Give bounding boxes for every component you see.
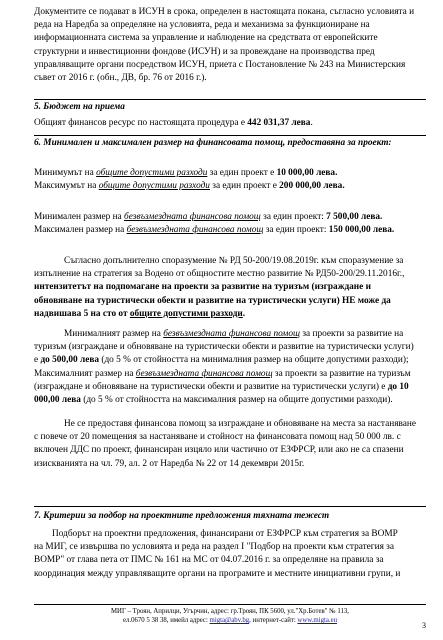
budget-text: Общият финансов ресурс по настоящата процедура е: [34, 118, 248, 128]
tourism-max-amount-cont: 000,00 лева: [34, 395, 81, 406]
min-costs-amount: 10 000,00 лева.: [276, 168, 338, 178]
tourism-min-post: за проекти за развитие на: [300, 329, 404, 339]
footer-email-link[interactable]: migta@abv.bg: [209, 617, 250, 624]
intro-line: Документите се подават в ИСУН в срока, определен в настоящата покана, съгласно условията и: [34, 7, 415, 17]
max-costs-mid: за един проект е: [209, 181, 280, 192]
footer-contacts: [34, 616, 426, 625]
housing-line: Не се предоставя финансова помощ за изграждане и обновяване на места за настаняване: [64, 419, 416, 429]
tourism-max-label: Максималният размер на: [34, 368, 136, 379]
intro-line: структурни и инвестиционни фондове (ИСУН) и за провеждане на производства пред: [34, 46, 375, 57]
section-divider: [34, 135, 426, 136]
min-costs-mid: за един проект е: [207, 168, 277, 178]
section-7-heading: 7. Критерии за подбор на проектните предложения тяхната тежест: [34, 511, 330, 521]
tourism-min-note: (до 5 % от стойността на минималния размер на общите допустими разходи);: [99, 355, 409, 366]
max-costs-label: Максимумът на: [34, 181, 99, 192]
criteria-line: Подборът на проектни предложения, финансирани от ЕЗФРСР към стратегия за ВОМР: [52, 529, 398, 539]
min-grant-term: безвъзмездната финансова помощ: [124, 212, 261, 222]
min-grant-mid: за един проект:: [260, 212, 327, 222]
page-footer: [34, 604, 426, 625]
section-5-text: [34, 117, 424, 130]
agreement-line: Съгласно допълнително споразумение № РД 50-200/19.08.2019г. към споразумение за: [64, 256, 404, 266]
tourism-line: туризъм (изграждане и обновяване на туристически обекти и развитие на туристически услуги): [34, 342, 414, 353]
intro-line: управляващите органи посредством ИСУН, приета с Постановление № 243 на Министерския: [34, 59, 406, 70]
agreement-paragraph: [34, 255, 424, 321]
budget-amount: 442 031,37 лева: [247, 118, 311, 128]
agreement-limit-term: общите допустими разходи: [129, 308, 243, 319]
tourism-min-pre: е: [34, 355, 41, 366]
min-grant-amount: 7 500,00 лева.: [326, 212, 383, 222]
intro-line: информационната система за управление и наблюдение на средствата от европейските: [34, 33, 378, 44]
section-7-paragraph: [34, 528, 424, 581]
max-grant-amount: 150 000,00 лева.: [328, 225, 395, 236]
criteria-line: координация между управляващите органи на програмите и местните инициативни групи, и: [34, 568, 401, 579]
tourism-max-pre: (изграждане и обновяване на туристически обекти и развитие на туристически услуги) е: [34, 381, 388, 392]
footer-site-link[interactable]: www.migta.eu: [297, 617, 337, 624]
footer-site-label: , интернет-сайт:: [249, 617, 298, 624]
tourism-min-label: Минималният размер на: [64, 329, 164, 339]
tourism-min-amount: до 500,00 лева: [40, 355, 100, 366]
page-number: 3: [422, 621, 426, 630]
min-costs-term: общите допустими разходи: [96, 168, 208, 178]
tourism-max-post: за проекти за развитие на туризъм: [272, 368, 411, 379]
agreement-end: .: [242, 308, 246, 319]
max-grant-mid: за един проект:: [263, 225, 329, 236]
intro-line: съвет от 2016 г. (обн., ДВ, бр. 76 от 2016 г.).: [34, 73, 207, 84]
section-divider: [34, 506, 426, 507]
section-6-heading: 6. Минимален и максимален размер на финансовата помощ, предоставяна за проект:: [34, 138, 392, 148]
max-grant-label: Максимален размер на: [34, 225, 127, 236]
tourism-max-note: (до 5 % от стойността на максималния размер на общите допустими разходи).: [80, 395, 393, 406]
housing-line: изискванията на чл. 79, ал. 2 от Наредба № 22 от 14 декември 2015г.: [34, 458, 305, 469]
agreement-limit: надвишава 5 на сто от: [34, 308, 130, 319]
min-grant-label: Минимален размер на: [34, 212, 125, 222]
tourism-max-amount: до 10: [387, 381, 409, 392]
tourism-max-term: безвъзмездната финансова помощ: [135, 368, 273, 379]
max-grant-term: безвъзмездната финансова помощ: [126, 225, 264, 236]
eligible-costs-block: [34, 167, 424, 193]
intro-line: реда на Наредба за определяне на условията, реда и механизма за функциониране на: [34, 20, 370, 31]
footer-phone: ел.0670 5 38 38, имейл адрес:: [123, 617, 210, 624]
tourism-paragraph: [34, 328, 424, 407]
max-costs-term: общите допустими разходи: [98, 181, 210, 192]
agreement-line: интензитетът на подпомагане на проекти за развитие на туризъм (изграждане и: [34, 282, 371, 293]
footer-address: МИГ – Троян, Априлци, Угърчин, адрес: гр.Троян, ПК 5600, ул."Хр.Ботев" № 113,: [111, 608, 349, 615]
criteria-line: ВОМР" от глава пета от ПМС № 161 на МС от 04.07.2016 г. за определяне на правила за: [34, 555, 384, 566]
grant-size-block: [34, 211, 424, 237]
housing-paragraph: [34, 418, 424, 471]
budget-end: .: [310, 118, 313, 128]
agreement-line: обновяване на туристически обекти и развитие на туристически услуги) НЕ може да: [34, 295, 391, 306]
section-5-heading: 5. Бюджет на приема: [34, 102, 125, 112]
criteria-line: на МИГ, се извършва по условията и реда на раздел I "Подбор на проекти към стратегия за: [34, 542, 394, 553]
max-costs-amount: 200 000,00 лева.: [279, 181, 345, 192]
min-costs-label: Минимумът на: [34, 168, 97, 178]
agreement-line: изпълнение на стратегия за Водено от общностите местно развитие № РД50-200/29.11.2016г.,: [34, 269, 405, 280]
section-divider: [34, 99, 426, 100]
housing-line: с повече от 20 помещения за настаняване и стойност на финансовата помощ над 50 000 лв. с: [34, 432, 401, 443]
intro-paragraph: [34, 6, 424, 85]
tourism-min-term: безвъзмездната финансова помощ: [163, 329, 301, 339]
housing-line: включен ДДС по проект, финансиран изцяло или частично от ЕЗФРСР, или ако не са спазени: [34, 445, 404, 456]
